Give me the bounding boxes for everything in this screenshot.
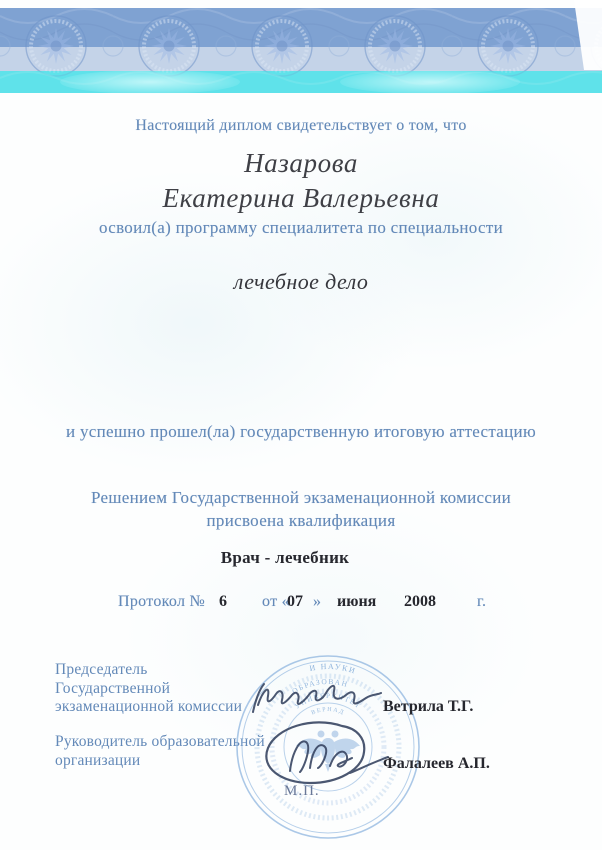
protocol-from-label: от « bbox=[262, 593, 290, 610]
stamp-ring-text-2: ОБРАЗОВАН bbox=[290, 676, 350, 696]
protocol-year-suffix: г. bbox=[477, 593, 487, 610]
chairman-role bbox=[55, 661, 242, 717]
stamp-ring-text-center: ВЕРНАД bbox=[310, 706, 346, 717]
chairman-role-line-3: экзаменационной комиссии bbox=[55, 698, 243, 715]
recipient-given-names: Екатерина Валерьевна bbox=[162, 183, 440, 213]
university-stamp bbox=[233, 652, 423, 842]
commission-line-1: Решением Государственной экзаменационной комиссии bbox=[90, 488, 512, 507]
chairman-role-line-1: Председатель bbox=[55, 661, 148, 678]
protocol-close-quote: » bbox=[313, 593, 322, 610]
attestation-line: и успешно прошел(ла) государственную итоговую аттестацию bbox=[66, 422, 536, 441]
commission-line-2: присвоена квалификация bbox=[206, 511, 396, 530]
stamp-ring-text-outer: И НАУКИ bbox=[308, 661, 358, 676]
recipient-last-name: Назарова bbox=[244, 148, 358, 178]
head-name: Фалалеев А.П. bbox=[383, 755, 490, 772]
head-role-line-2: организации bbox=[55, 751, 141, 769]
mp-label: М.П. bbox=[284, 783, 320, 799]
intro-line: Настоящий диплом свидетельствует о том, что bbox=[135, 117, 467, 134]
chairman-role-line-2: Государственной bbox=[55, 679, 171, 697]
head-role-line-1: Руководитель образовательной bbox=[55, 733, 265, 750]
protocol-label: Протокол № bbox=[118, 593, 206, 610]
protocol-day: 07 bbox=[287, 593, 303, 610]
qualification-title: Врач - лечебник bbox=[220, 548, 350, 567]
chairman-name: Ветрила Т.Г. bbox=[383, 698, 474, 715]
double-headed-eagle-icon bbox=[296, 731, 360, 773]
guilloche-band bbox=[0, 0, 602, 100]
protocol-year: 2008 bbox=[404, 593, 436, 610]
stamp-ring-text-3: УНИВЕРСИТЕТ bbox=[293, 691, 363, 711]
specialty-name: лечебное дело bbox=[233, 269, 369, 294]
protocol-month: июня bbox=[337, 593, 377, 610]
protocol-number: 6 bbox=[219, 593, 227, 610]
protocol-row bbox=[0, 593, 602, 617]
program-line: освоил(а) программу специалитета по специальности bbox=[99, 218, 503, 237]
svg-text:ВЕРНАД bbox=[311, 707, 346, 717]
